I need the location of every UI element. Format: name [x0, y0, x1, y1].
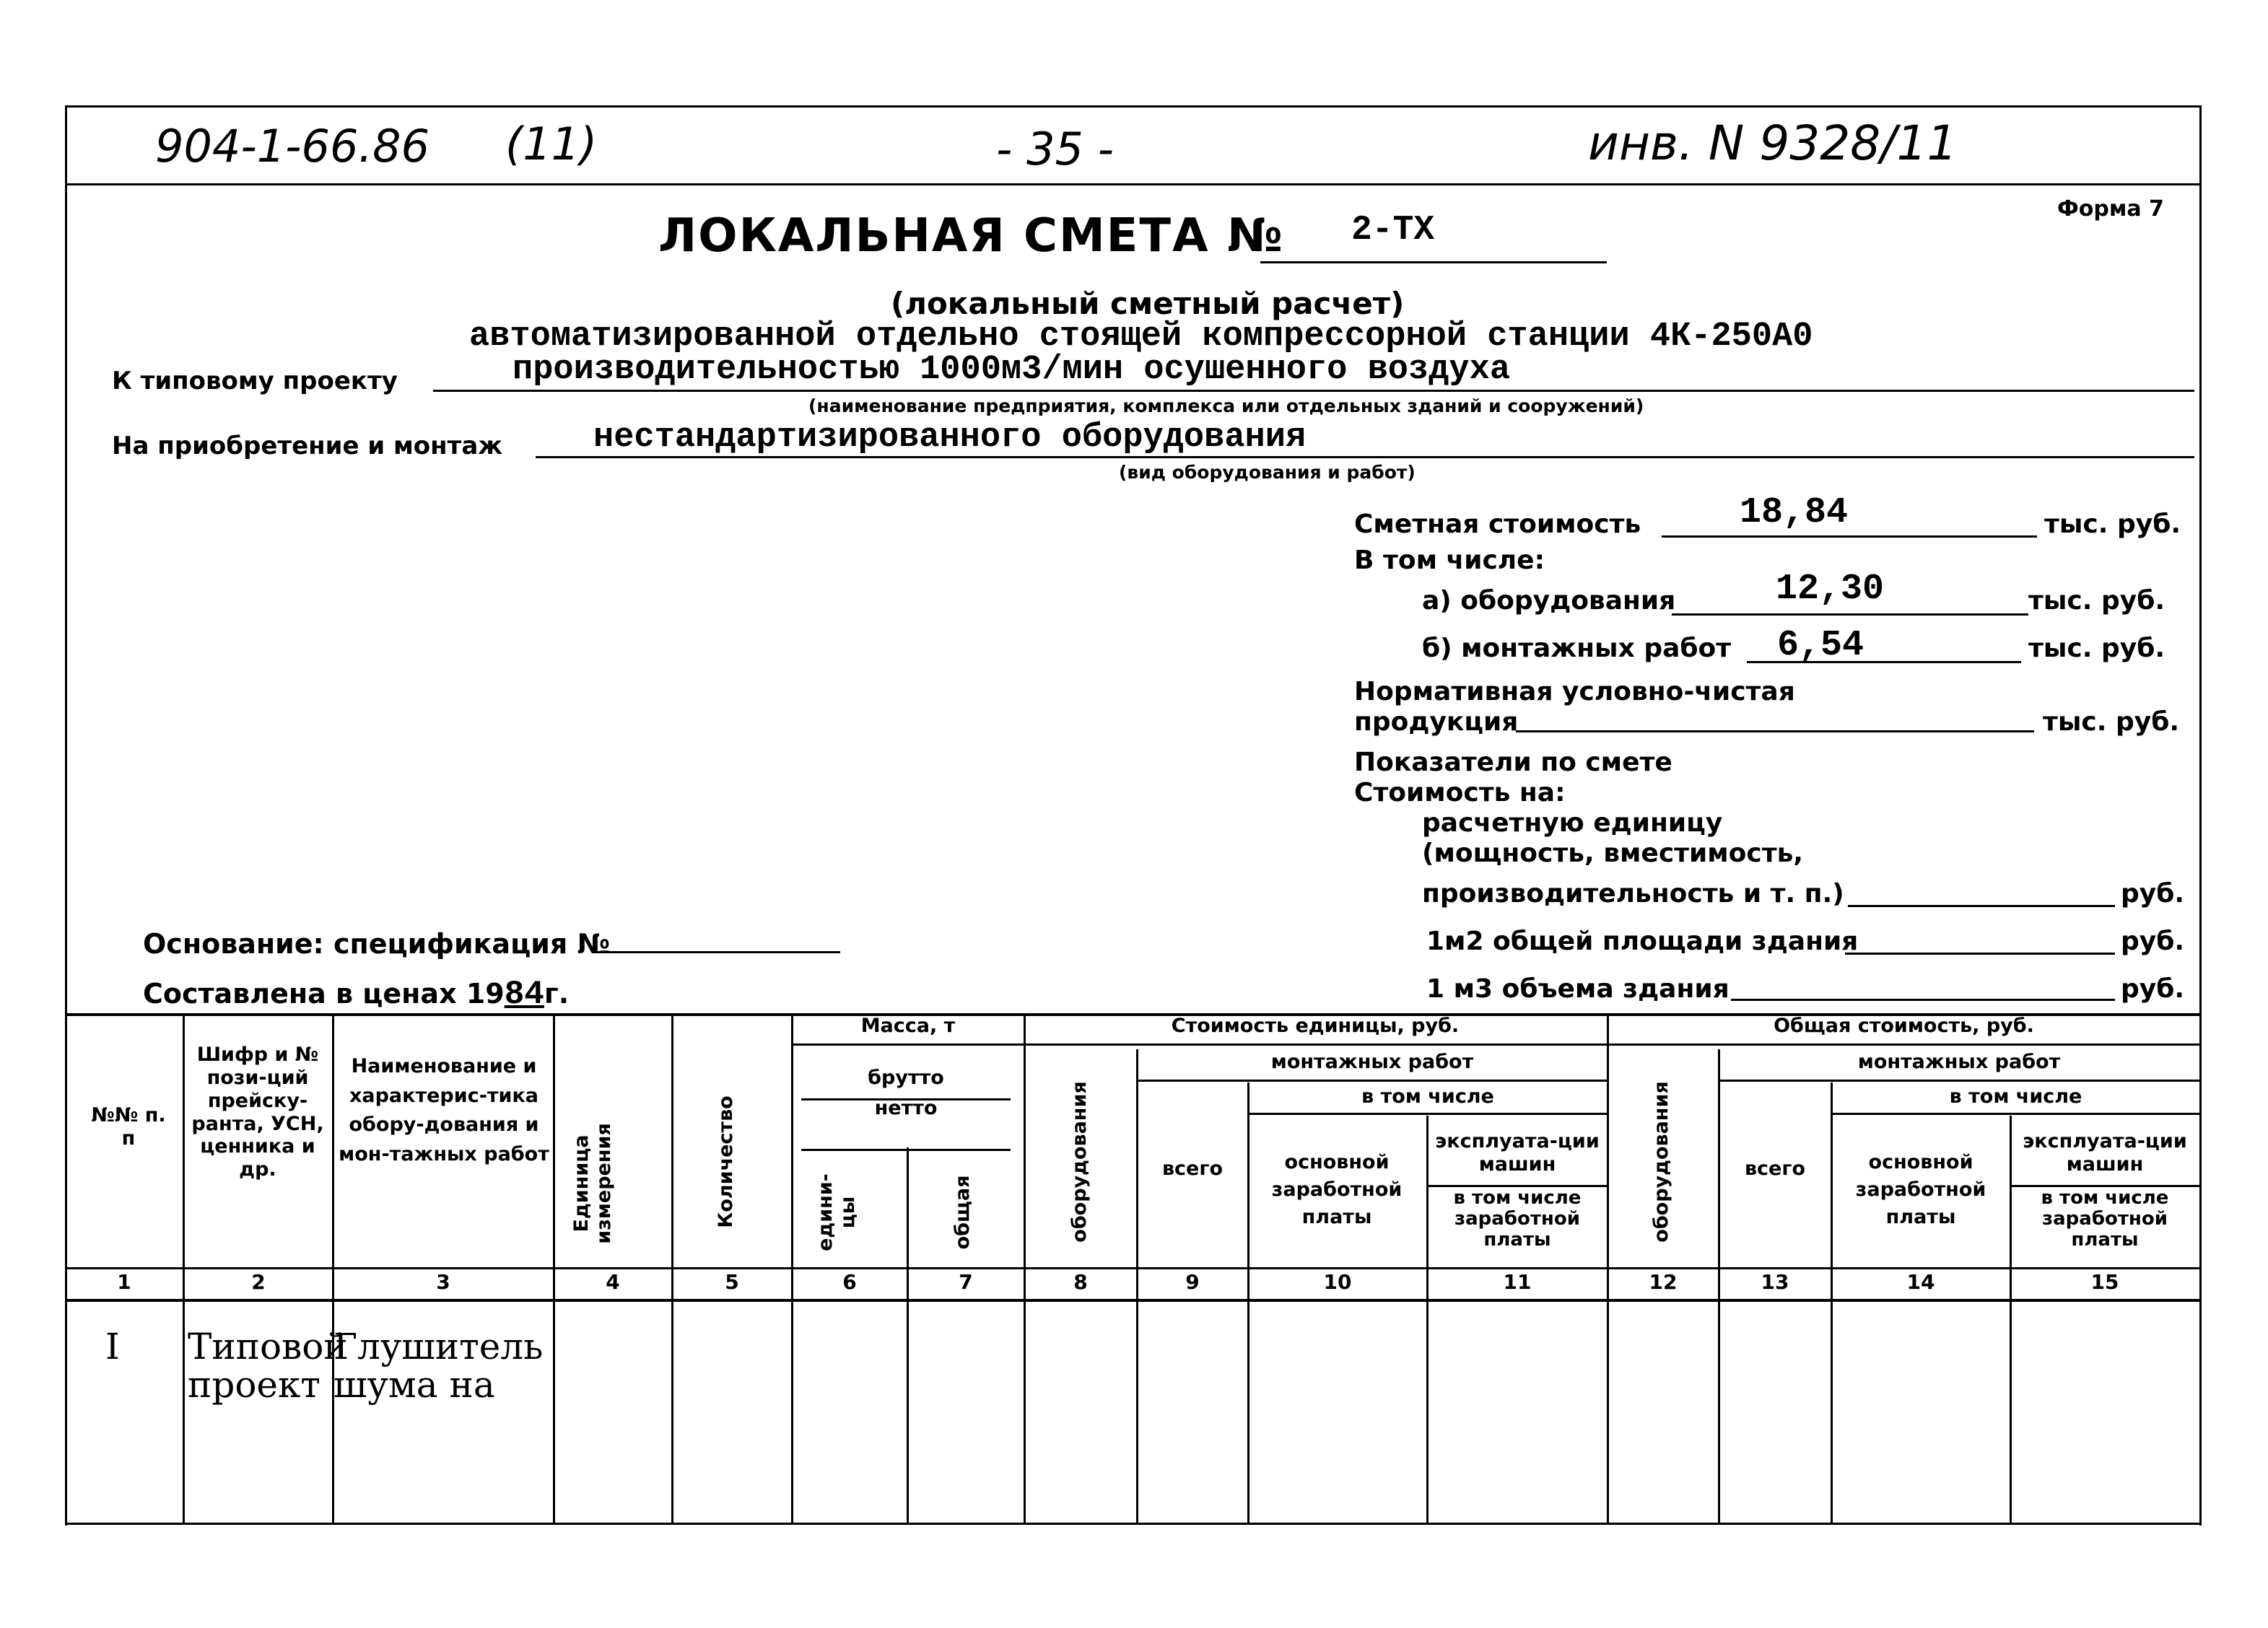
col-num-13: 13	[1761, 1270, 1789, 1294]
project-label: К типовому проекту	[112, 367, 398, 395]
inventory-number: инв. N 9328/11	[1588, 115, 1958, 171]
total-install-line	[1718, 1080, 2199, 1082]
spec-label: Основание: спецификация №	[143, 928, 611, 960]
table-header-bottom	[65, 1299, 2202, 1302]
purchase-value: нестандартизированного оборудования	[593, 419, 1307, 457]
col-num-14: 14	[1906, 1270, 1935, 1294]
project-caption: (наименование предприятия, комплекса или отдельных зданий и сооружений)	[808, 395, 1644, 416]
header-unit: Единица измерения	[570, 1123, 616, 1244]
volume-number: (11)	[505, 118, 598, 170]
total-incl-line	[1831, 1113, 2199, 1115]
equipment-cost-line	[1672, 613, 2028, 616]
title-subtitle: (локальный сметный расчет)	[891, 286, 1405, 321]
cost-on-label: Стоимость на:	[1354, 778, 1566, 808]
left-border	[65, 105, 67, 1526]
top-border	[65, 105, 2202, 108]
installation-cost-value: 6,54	[1777, 625, 1864, 666]
bottom-border	[65, 1523, 2202, 1525]
row-number: I	[105, 1326, 120, 1367]
including-label: В том числе:	[1354, 546, 1545, 575]
per-m2-line	[1845, 953, 2115, 955]
equipment-cost-label: а) оборудования	[1422, 586, 1676, 616]
per-m3-rub: руб.	[2121, 974, 2185, 1004]
header-total-base-pay: основной заработной платы	[1855, 1151, 1986, 1228]
row-code: Типовой проект	[188, 1326, 348, 1406]
purchase-caption: (вид оборудования и работ)	[1119, 462, 1416, 483]
header-row-number: №№ п. п	[91, 1104, 166, 1150]
header-unit-including: в том числе	[1361, 1085, 1494, 1108]
header-unit-total: всего	[1161, 1157, 1224, 1180]
spec-line	[592, 951, 840, 953]
normative-unit: тыс. руб.	[2043, 707, 2180, 737]
per-m3-label: 1 м3 объема здания	[1426, 974, 1730, 1004]
col-line-5	[791, 1013, 793, 1523]
prices-prefix: Составлена в ценах 19	[143, 978, 505, 1010]
col-num-15: 15	[2090, 1270, 2119, 1294]
col-line-14	[2010, 1116, 2012, 1523]
header-total-incl-pay: в том числе заработной платы	[2041, 1187, 2169, 1251]
col-num-8: 8	[1073, 1270, 1088, 1294]
project-code: 904-1-66.86	[155, 120, 430, 172]
netto-bottom-line	[801, 1149, 1011, 1151]
purchase-label: На приобретение и монтаж	[112, 432, 503, 460]
per-m2-rub: руб.	[2121, 927, 2185, 956]
col-line-2	[332, 1013, 334, 1523]
estimate-number-line	[1260, 261, 1607, 263]
normative-label-1: Нормативная условно-чистая	[1354, 677, 1795, 706]
purchase-underline	[536, 456, 2194, 458]
estimate-number: 2-ТХ	[1351, 211, 1435, 250]
estimated-cost-unit: тыс. руб.	[2044, 509, 2181, 539]
header-total-including: в том числе	[1949, 1085, 2082, 1108]
unit-install-line	[1136, 1080, 1607, 1082]
per-m3-line	[1731, 999, 2115, 1001]
header-total-machines: эксплуата-ции машин	[2023, 1130, 2187, 1176]
col-num-3: 3	[436, 1270, 450, 1294]
equipment-cost-value: 12,30	[1776, 569, 1885, 610]
project-name-line1: автоматизированной отдельно стоящей компрессорной станции 4К-250А0	[469, 318, 1813, 356]
header-unit-cost: Стоимость единицы, руб.	[1171, 1015, 1460, 1037]
header-total-equipment: оборудования	[1650, 1081, 1672, 1243]
header-total-installation: монтажных работ	[1857, 1051, 2061, 1073]
prices-line	[143, 976, 569, 1013]
per-unit-line	[1848, 905, 2115, 907]
col-num-7: 7	[959, 1270, 973, 1294]
installation-cost-unit: тыс. руб.	[2028, 634, 2165, 663]
indicators-label: Показатели по смете	[1354, 748, 1672, 777]
header-name: Наименование и характерис-тика обору-дования и мон-тажных работ	[339, 1055, 549, 1165]
col-num-5: 5	[725, 1270, 739, 1294]
header-unit-incl-pay: в том числе заработной платы	[1453, 1187, 1582, 1251]
col-line-9	[1247, 1082, 1249, 1523]
unit-incl-line	[1247, 1113, 1607, 1115]
page-number: - 35 -	[996, 123, 1115, 175]
col-line-1	[183, 1013, 185, 1523]
header-netto: нетто	[874, 1097, 938, 1119]
col-line-11	[1607, 1013, 1609, 1523]
prices-year: 84	[504, 976, 544, 1013]
equipment-cost-unit: тыс. руб.	[2028, 586, 2165, 616]
col-num-6: 6	[842, 1270, 857, 1294]
col-num-1: 1	[117, 1270, 131, 1294]
page-title: ЛОКАЛЬНАЯ СМЕТА №	[658, 209, 1284, 263]
header-mass-total: общая	[951, 1175, 974, 1250]
normative-label-2: продукция	[1354, 707, 1519, 737]
prices-suffix: г.	[544, 978, 570, 1010]
header-total-total: всего	[1744, 1157, 1806, 1180]
header-mass: Масса, т	[860, 1015, 956, 1037]
estimated-cost-line	[1662, 535, 2037, 538]
col-line-13	[1831, 1082, 1833, 1523]
col-line-7	[1024, 1013, 1026, 1523]
col-num-4: 4	[606, 1270, 620, 1294]
col-num-12: 12	[1649, 1270, 1678, 1294]
header-mass-unit: едини-цы	[814, 1173, 860, 1251]
installation-cost-label: б) монтажных работ	[1422, 634, 1732, 663]
per-unit-label-2: (мощность, вместимость,	[1422, 839, 1804, 868]
header-unit-installation: монтажных работ	[1270, 1051, 1474, 1073]
per-m2-label: 1м2 общей площади здания	[1426, 927, 1859, 956]
col-num-2: 2	[251, 1270, 266, 1294]
header-quantity: Количество	[715, 1095, 737, 1228]
form-label: Форма 7	[2057, 196, 2164, 222]
right-border	[2199, 105, 2202, 1526]
table-colnum-top	[65, 1267, 2202, 1269]
col-num-11: 11	[1503, 1270, 1532, 1294]
total-cost-line	[1607, 1043, 2199, 1046]
header-code: Шифр и № пози-ций прейску-ранта, УСН, ценника и др.	[191, 1043, 324, 1181]
per-unit-label-1: расчетную единицу	[1422, 808, 1723, 838]
col-num-10: 10	[1323, 1270, 1352, 1294]
estimated-cost-value: 18,84	[1740, 492, 1849, 533]
header-brutto: брутто	[868, 1067, 944, 1089]
unit-cost-line	[1024, 1043, 1607, 1046]
installation-cost-line	[1747, 661, 2021, 663]
col-line-10	[1426, 1116, 1429, 1523]
col-line-3	[553, 1013, 555, 1523]
normative-line	[1516, 730, 2034, 732]
estimated-cost-label: Сметная стоимость	[1354, 509, 1641, 539]
header-border	[65, 183, 2202, 185]
project-name-line2: производительностью 1000м3/мин осушенного воздуха	[513, 351, 1511, 389]
header-total-cost: Общая стоимость, руб.	[1774, 1015, 2034, 1037]
header-unit-base-pay: основной заработной платы	[1271, 1151, 1403, 1228]
per-unit-label-3: производительность и т. п.)	[1422, 879, 1844, 909]
project-underline	[433, 390, 2194, 392]
per-unit-rub: руб.	[2121, 879, 2185, 909]
row-name: Глушитель шума на	[333, 1326, 544, 1406]
col-line-4	[671, 1013, 673, 1523]
col-line-6	[907, 1147, 909, 1523]
header-unit-equipment: оборудования	[1068, 1081, 1091, 1243]
col-num-9: 9	[1185, 1270, 1200, 1294]
header-unit-machines: эксплуата-ции машин	[1435, 1130, 1600, 1176]
mass-line	[791, 1043, 1024, 1046]
